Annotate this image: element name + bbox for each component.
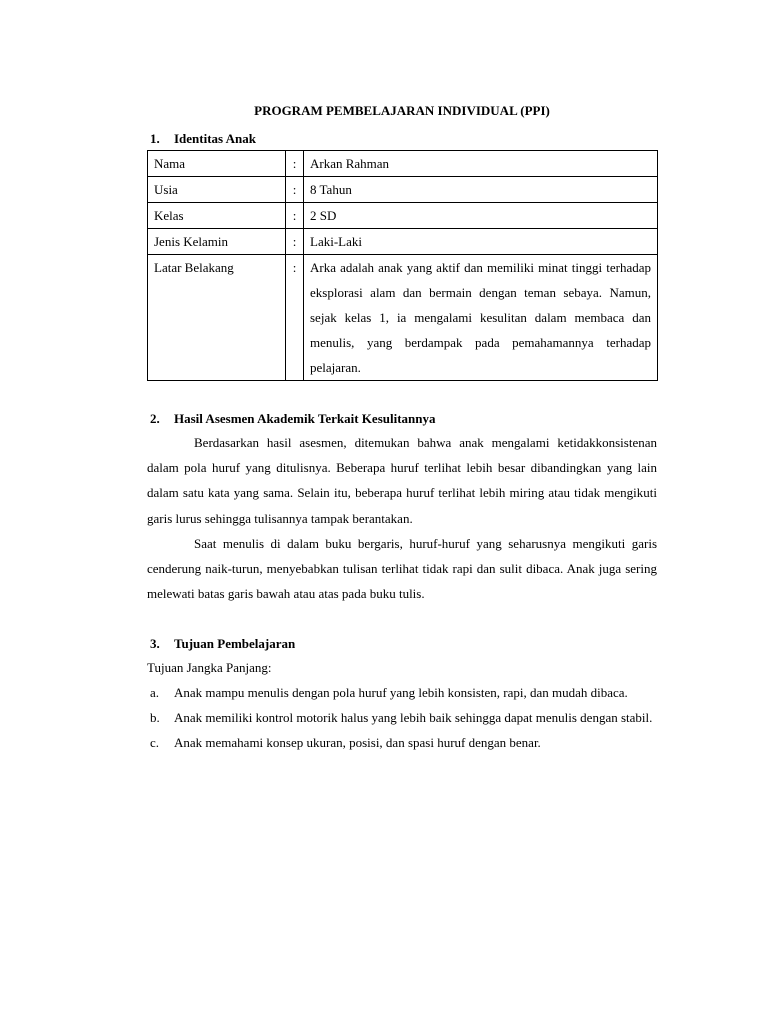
- row-value: Arkan Rahman: [304, 151, 658, 177]
- table-row: [148, 177, 658, 203]
- section-1-heading: [147, 128, 657, 150]
- document-title: PROGRAM PEMBELAJARAN INDIVIDUAL (PPI): [254, 103, 550, 118]
- list-marker: a.: [150, 685, 160, 701]
- table-row: [148, 203, 658, 229]
- paragraph: Berdasarkan hasil asesmen, ditemukan bahwa anak mengalami ketidakkonsistenan dalam pola huruf yang ditulisnya. Beberapa huruf terlihat lebih besar dibandingkan yang lain dalam satu kata yang sama. Selain itu, beberapa huruf terlihat lebih miring atau tidak mengikuti garis lurus sehingga tulisannya tampak berantakan.: [147, 435, 657, 526]
- row-label: Latar Belakang: [148, 255, 286, 381]
- row-label: Usia: [148, 177, 286, 203]
- row-label: Kelas: [148, 203, 286, 229]
- list-text: Anak mampu menulis dengan pola huruf yang lebih konsisten, rapi, dan mudah dibaca.: [174, 685, 628, 701]
- row-value: 2 SD: [304, 203, 658, 229]
- list-marker: c.: [150, 735, 160, 751]
- table-row: [148, 151, 658, 177]
- document-content: [147, 100, 657, 755]
- row-colon: :: [286, 177, 304, 203]
- row-value: 8 Tahun: [304, 177, 658, 203]
- row-colon: :: [286, 229, 304, 255]
- goals-list: [147, 680, 657, 755]
- subheading: Tujuan Jangka Panjang:: [147, 660, 272, 676]
- row-colon: :: [286, 255, 304, 381]
- section-1-number: 1.: [150, 131, 160, 146]
- row-colon: :: [286, 203, 304, 229]
- section-1-title: Identitas Anak: [174, 131, 256, 146]
- row-label: Nama: [148, 151, 286, 177]
- list-item: [147, 705, 657, 730]
- section-3-title: Tujuan Pembelajaran: [174, 636, 296, 652]
- row-value: Laki-Laki: [304, 229, 658, 255]
- list-item: [147, 730, 657, 755]
- list-marker: b.: [150, 710, 160, 726]
- list-item: [147, 680, 657, 705]
- table-row: [148, 229, 658, 255]
- list-text: Anak memiliki kontrol motorik halus yang lebih baik sehingga dapat menulis dengan stabil.: [174, 710, 653, 726]
- row-value: Arka adalah anak yang aktif dan memiliki minat tinggi terhadap eksplorasi alam dan bermain dengan teman sebaya. Namun, sejak kelas 1, ia mengalami kesulitan dalam membaca dan menulis, yang berdampak pada pemahamannya terhadap pelajaran.: [304, 255, 658, 381]
- list-text: Anak memahami konsep ukuran, posisi, dan spasi huruf dengan benar.: [174, 735, 541, 751]
- identity-table: [147, 150, 658, 381]
- paragraph: Saat menulis di dalam buku bergaris, huruf-huruf yang seharusnya mengikuti garis cenderung naik-turun, menyebabkan tulisan terlihat tidak rapi dan sulit dibaca. Anak juga sering melewati batas garis bawah atau atas pada buku tulis.: [147, 535, 657, 602]
- section-3-heading: [147, 633, 657, 655]
- row-label: Jenis Kelamin: [148, 229, 286, 255]
- section-2-number: 2.: [150, 411, 160, 426]
- row-colon: :: [286, 151, 304, 177]
- section-2-title: Hasil Asesmen Akademik Terkait Kesulitannya: [174, 411, 436, 426]
- table-row: [148, 255, 658, 381]
- section-3-number: 3.: [150, 636, 160, 652]
- section-2-heading: [147, 408, 657, 430]
